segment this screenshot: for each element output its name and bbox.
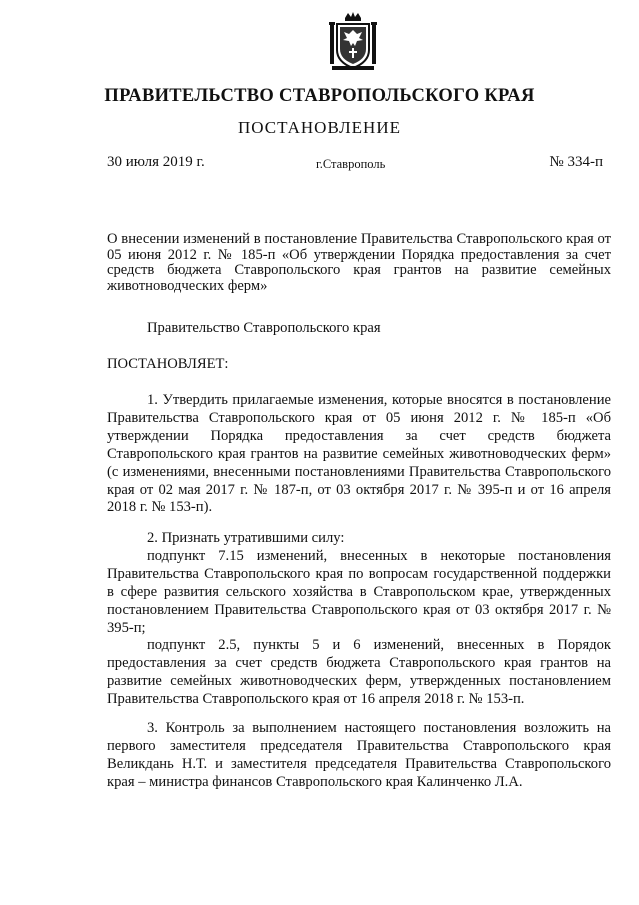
document-type: ПОСТАНОВЛЕНИЕ (237, 118, 401, 137)
item-3 (107, 720, 611, 792)
document-subject: О внесении изменений в постановление Правительства Ставропольского края от 05 июня 2012 г. № 185-п «Об утверждении Порядка предоставления за счет средств бюджета Ставропольского края грантов на развитие семейных животноводческих ферм» (107, 231, 611, 294)
item-2-subitem-b: подпункт 2.5, пункты 5 и 6 изменений, внесенных в Порядок предоставления за счет средств бюджета Ставропольского края грантов на развитие семейных животноводческих ферм, утвержденных постановлением Правительства Ставропольского края от 16 апреля 2018 г. № 153-п. (107, 637, 611, 708)
preamble: Правительство Ставропольского края (147, 320, 381, 336)
item-1-text: 1. Утвердить прилагаемые изменения, которые вносятся в постановление Правительства Ставропольского края от 05 июня 2012 г. № 185-п «Об утверждении Порядка предоставления за счет средств бюджета Ставропольского края грантов на развитие семейных животноводческих ферм» (с изменениями, внесенными постановлениями Правительства Ставропольского края от 02 мая 2017 г. № 187-п, от 03 октября 2017 г. № 395-п и от 16 апреля 2018 г. № 153-п). (107, 392, 611, 516)
item-2 (107, 530, 611, 709)
document-number: № 334-п (549, 154, 603, 170)
government-title: ПРАВИТЕЛЬСТВО СТАВРОПОЛЬСКОГО КРАЯ (104, 86, 535, 106)
coat-of-arms-icon (328, 10, 378, 74)
decree-word: ПОСТАНОВЛЯЕТ: (107, 356, 229, 372)
document-city: г.Ставрополь (316, 157, 386, 171)
item-1 (107, 392, 611, 517)
item-2-subitem-a: подпункт 7.15 изменений, внесенных в некоторые постановления Правительства Ставропольского края по вопросам государственной поддержки в сфере развития сельского хозяйства в Ставропольском крае, утвержденных постановлением Правительства Ставропольского края от 03 октября 2017 г. № 395-п; (107, 547, 611, 636)
document-date: 30 июля 2019 г. (107, 154, 205, 170)
item-3-text: 3. Контроль за выполнением настоящего постановления возложить на первого заместителя председателя Правительства Ставропольского края Великдань Н.Т. и заместителя председателя Правительства Ставропольского края – министра финансов Ставропольского края Калинченко Л.А. (107, 720, 611, 790)
item-2-heading: 2. Признать утратившими силу: (147, 530, 345, 546)
